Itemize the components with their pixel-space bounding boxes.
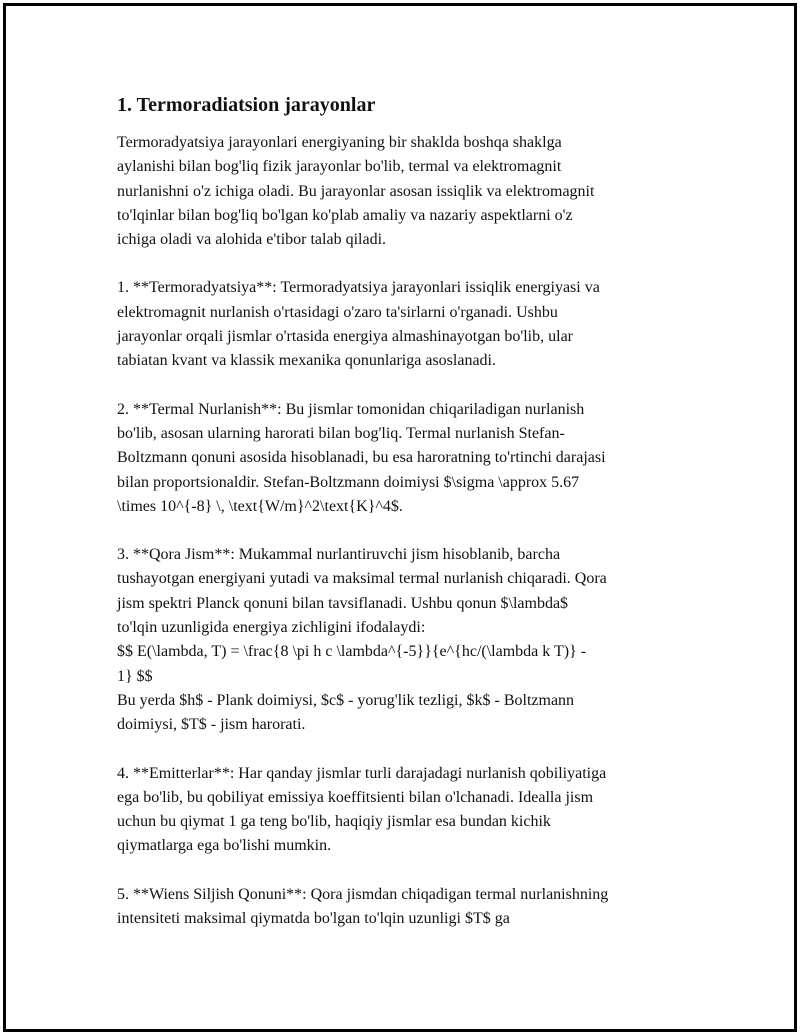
- intro-paragraph: Termoradyatsiya jarayonlari energiyaning bir shaklda boshqa shaklga aylanishi bilan bog'liq fizik jarayonlar bo'lib, termal va elektromagnit nurlanishni o'z ichiga oladi. Bu jarayonlar asosan issiqlik va elektromagnit to'lqinlar bilan bog'liq bo'lgan ko'plab amaliy va nazariy aspektlarni o'z ichiga oladi va alohida e'tibor talab qiladi.: [117, 134, 595, 249]
- termal-nurlanish-paragraph: 2. **Termal Nurlanish**: Bu jismlar tomonidan chiqariladigan nurlanish bo'lib, asosan ularning harorati bilan bog'liq. Termal nurlanish Stefan- Boltzmann qonuni asosida hisoblanadi, bu esa haroratning to'rtinchi darajasi bilan proportsionaldir. Stefan-Boltzmann doimiysi $\sigma \approx 5.67 \times 10^{-8} \, \text{W/m}^2\text{K}^4$.: [117, 400, 606, 515]
- emitterlar-paragraph: 4. **Emitterlar**: Har qanday jismlar turli darajadagi nurlanish qobiliyatiga ega bo'lib, bu qobiliyat emissiya koeffitsienti bilan o'lchanadi. Idealla jism uchun bu qiymat 1 ga teng bo'lib, haqiqiy jismlar esa bundan kichik qiymatlarga ega bo'lishi mumkin.: [117, 764, 607, 855]
- document-body: [117, 92, 697, 931]
- qora-jism-paragraph: 3. **Qora Jism**: Mukammal nurlantiruvchi jism hisoblanib, barcha tushayotgan energiyani yutadi va maksimal termal nurlanish chiqaradi. Qora jism spektri Planck qonuni bilan tavsiflanadi. Ushbu qonun $\lambda$ to'lqin uzunligida energiya zichligini ifodalaydi: $$ E(\lambda, T) = \frac{8 \pi h c \lambda^{-5}}{e^{hc/(\lambda k T)} - 1} $$ Bu yerda $h$ - Plank doimiysi, $c$ - yorug'lik tezligi, $k$ - Boltzmann doimiysi, $T$ - jism harorati.: [117, 546, 607, 734]
- wiens-siljish-paragraph: 5. **Wiens Siljish Qonuni**: Qora jismdan chiqadigan termal nurlanishning intensiteti maksimal qiymatda bo'lgan to'lqin uzunligi $T$ ga: [117, 885, 609, 928]
- termoradyatsiya-paragraph: 1. **Termoradyatsiya**: Termoradyatsiya jarayonlari issiqlik energiyasi va elektromagnit nurlanish o'rtasidagi o'zaro ta'sirlarni o'rganadi. Ushbu jarayonlar orqali jismlar o'rtasida energiya almashinayotgan bo'lib, ular tabiatan kvant va klassik mexanika qonunlariga asoslanadi.: [117, 279, 600, 370]
- section-title: 1. Termoradiatsion jarayonlar: [117, 94, 376, 116]
